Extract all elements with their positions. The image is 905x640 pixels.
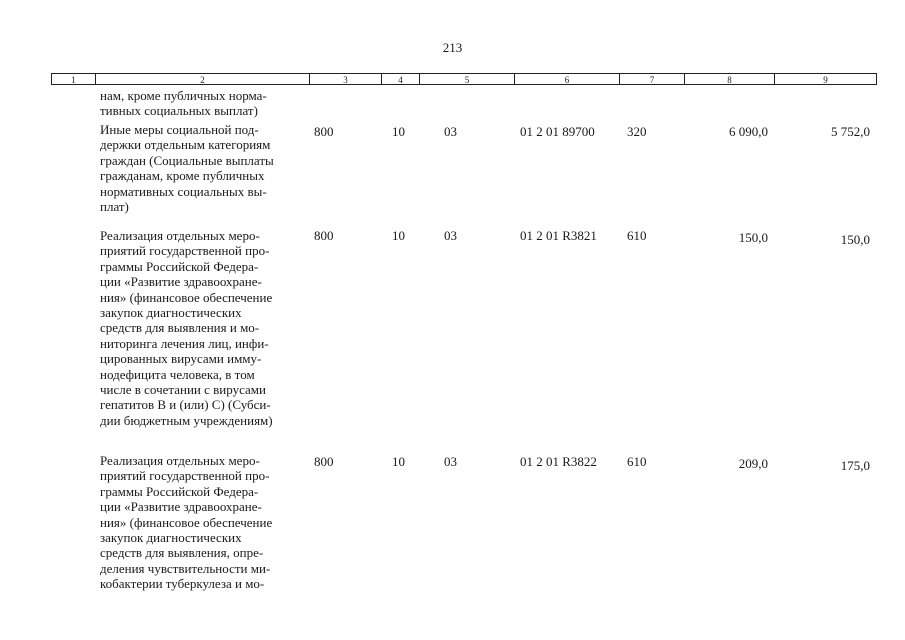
row-col-5: 03: [444, 454, 457, 469]
row-col-6: 01 2 01 R3822: [520, 454, 597, 469]
continuation-text: нам, кроме публичных норма- тивных социальных выплат): [100, 88, 267, 119]
header-col-5: 5: [420, 73, 515, 85]
row-col-8: 209,0: [738, 456, 768, 471]
row-col-4: 10: [392, 124, 405, 139]
row-name: Реализация отдельных меро- приятий государственной про- граммы Российской Федера- ции «Развитие здравоохране- ния» (финансовое обеспечение закупок диагностических средств для выявления и мо- ниторинга лечения лиц, инфи- цированных вирусами имму- нодефицита человека, в том числе в сочетании с вирусами гепатитов В и (или) С) (Субси- дии бюджетным учреждениям): [100, 228, 273, 428]
row-col-5: 03: [444, 124, 457, 139]
header-col-9: 9: [775, 73, 877, 85]
header-col-6: 6: [515, 73, 620, 85]
row-col-9: 150,0: [840, 232, 870, 247]
row-col-8: 6 090,0: [729, 124, 768, 139]
row-col-9: 175,0: [840, 458, 870, 473]
header-col-2: 2: [96, 73, 310, 85]
row-col-3: 800: [314, 124, 334, 139]
row-col-3: 800: [314, 228, 334, 243]
header-col-7: 7: [620, 73, 685, 85]
row-col-5: 03: [444, 228, 457, 243]
row-col-7: 610: [627, 454, 647, 469]
row-col-7: 610: [627, 228, 647, 243]
header-col-3: 3: [310, 73, 382, 85]
header-col-4: 4: [382, 73, 420, 85]
row-col-7: 320: [627, 124, 647, 139]
row-col-9: 5 752,0: [831, 124, 870, 139]
row-name: Иные меры социальной под- держки отдельным категориям граждан (Социальные выплаты гражданам, кроме публичных нормативных социальных вы- плат): [100, 122, 274, 215]
row-col-6: 01 2 01 R3821: [520, 228, 597, 243]
row-col-4: 10: [392, 454, 405, 469]
header-col-1: 1: [51, 73, 96, 85]
row-col-4: 10: [392, 228, 405, 243]
row-name: Реализация отдельных меро- приятий государственной про- граммы Российской Федера- ции «Развитие здравоохране- ния» (финансовое обеспечение закупок диагностических средств для выявления, опре- деления чувствительности ми- кобактерии туберкулеза и мо-: [100, 453, 273, 592]
row-col-6: 01 2 01 89700: [520, 124, 595, 139]
row-col-3: 800: [314, 454, 334, 469]
row-col-8: 150,0: [738, 230, 768, 245]
header-col-8: 8: [685, 73, 775, 85]
page-number: 213: [442, 40, 463, 55]
